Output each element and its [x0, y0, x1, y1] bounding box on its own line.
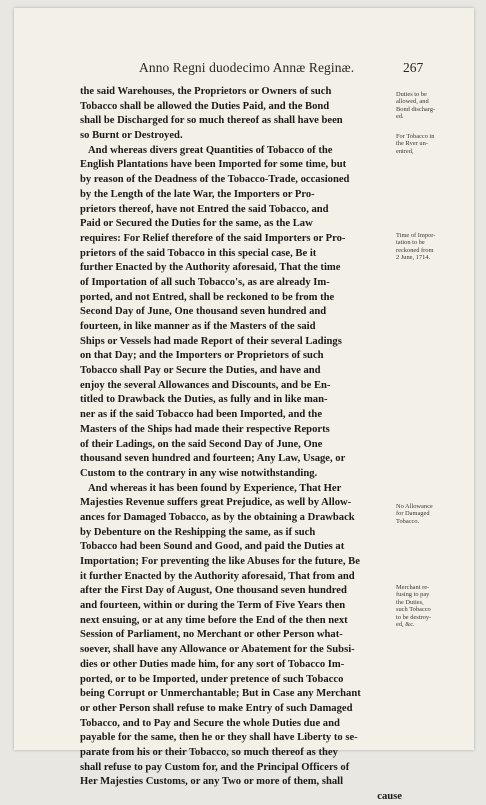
- text-line: soever, shall have any Allowance or Abatement for the Subsi-: [80, 644, 355, 656]
- text-line: it further Enacted by the Authority aforesaid, That from and: [80, 570, 355, 582]
- text-line: being Corrupt or Unmerchantable; But in Case any Merchant: [80, 688, 361, 700]
- text-line: and fourteen, within or during the Term of Five Years then: [80, 600, 346, 612]
- text-line: English Plantations have been Imported for some time, but: [80, 159, 347, 171]
- text-line: ner as if the said Tobacco had been Imported, and the: [80, 409, 323, 421]
- text-line: And whereas divers great Quantities of Tobacco of the: [88, 144, 333, 156]
- document-page: [14, 8, 474, 802]
- text-line: on that Day; and the Importers or Proprietors of such: [80, 350, 324, 362]
- marginal-line: ed.: [396, 113, 404, 121]
- marginal-line: Duties to be: [396, 91, 427, 98]
- text-line: titled to Drawback the Duties, as fully and in like man-: [80, 394, 328, 406]
- marginal-line: to be destroy-: [396, 613, 432, 621]
- text-line: Masters of the Ships had made their respective Reports: [80, 423, 330, 435]
- text-line: ances for Damaged Tobacco, as by the obtaining a Drawback: [80, 511, 355, 523]
- text-line: prietors of the said Tobacco in this special case, Be it: [80, 247, 317, 259]
- text-line: prietors thereof, have not Entred the said Tobacco, and: [80, 203, 329, 215]
- text-line: Tobacco, and to Pay and Secure the whole Duties due and: [80, 717, 340, 729]
- text-line: Session of Parliament, no Merchant or other Person what-: [80, 629, 343, 641]
- text-line: Tobacco shall Pay or Secure the Duties, and have and: [80, 365, 321, 377]
- marginal-line: fusing to pay: [396, 591, 430, 599]
- page-number: 267: [403, 60, 424, 75]
- running-title: Anno Regni duodecimo Annæ Reginæ.: [139, 60, 355, 75]
- text-line: by the Length of the late War, the Importers or Pro-: [80, 188, 315, 200]
- text-line: ported, and not Entred, shall be reckoned to be from the: [80, 291, 335, 303]
- marginal-line: entred,: [396, 147, 414, 155]
- marginal-line: tation to be: [396, 239, 425, 247]
- text-line: And whereas it has been found by Experience, That Her: [88, 482, 342, 494]
- text-line: Her Majesties Customs, or any Two or more of them, shall: [80, 776, 344, 788]
- marginal-note: [396, 584, 464, 628]
- marginal-line: For Tobacco in: [396, 133, 435, 140]
- text-line: requires: For Relief therefore of the said Importers or Pro-: [80, 232, 346, 244]
- text-line: thousand seven hundred and fourteen; Any Law, Usage, or: [80, 453, 346, 465]
- marginal-line: reckoned from: [396, 246, 434, 254]
- text-line: Paid or Secured the Duties for the same, as the Law: [80, 218, 313, 230]
- marginal-line: Bond discharg-: [396, 105, 436, 113]
- text-line: parate from his or their Tobacco, so much thereof as they: [80, 746, 338, 758]
- body-text: [80, 85, 402, 805]
- text-line: shall refuse to pay Custom for, and the Principal Officers of: [80, 761, 350, 773]
- text-line: of Importation of all such Tobacco's, as are already Im-: [80, 276, 330, 288]
- text-line: Custom to the contrary in any wise notwithstanding.: [80, 467, 318, 479]
- text-line: of their Ladings, on the said Second Day of June, One: [80, 438, 323, 450]
- marginal-line: the Rver un-: [396, 140, 428, 148]
- text-line: so Burnt or Destroyed.: [80, 130, 183, 142]
- text-line: fourteen, in like manner as if the Masters of the said: [80, 321, 316, 332]
- text-line: Second Day of June, One thousand seven hundred and: [80, 306, 327, 318]
- text-line: Importation; For preventing the like Abuses for the future, Be: [80, 556, 360, 567]
- marginal-line: 2 June, 1714.: [396, 254, 431, 262]
- marginal-line: the Duties,: [396, 598, 424, 606]
- marginal-line: No Allowance: [396, 503, 433, 510]
- text-line: enjoy the several Allowances and Discounts, and be En-: [80, 379, 331, 391]
- text-line: Tobacco had been Sound and Good, and paid the Duties at: [80, 541, 345, 553]
- text-line: Ships or Vessels had made Report of their several Ladings: [80, 335, 342, 347]
- text-line: the said Warehouses, the Proprietors or Owners of such: [80, 86, 332, 97]
- text-line: next ensuing, or at any time before the End of the then next: [80, 614, 348, 626]
- text-line: cause: [377, 791, 402, 802]
- text-line: ported, or to be Imported, under pretence of such Tobacco: [80, 673, 344, 685]
- marginal-line: for Damaged: [396, 510, 430, 518]
- marginal-note: [396, 503, 464, 525]
- text-line: further Enacted by the Authority aforesaid, That the time: [80, 262, 341, 274]
- marginal-line: Tobacco.: [396, 517, 420, 525]
- marginal-line: allowed, and: [396, 98, 429, 106]
- text-line: shall be Discharged for so much thereof as shall have been: [80, 115, 343, 127]
- marginal-note: [396, 232, 464, 262]
- text-line: Majesties Revenue suffers great Prejudice, as well by Allow-: [80, 497, 352, 509]
- text-line: by reason of the Deadness of the Tobacco-Trade, occasioned: [80, 174, 350, 186]
- marginal-note: [396, 133, 464, 155]
- text-line: payable for the same, then he or they shall have Liberty to se-: [80, 732, 358, 744]
- text-line: dies or other Duties made him, for any sort of Tobacco Im-: [80, 658, 345, 670]
- marginal-note: [396, 91, 464, 121]
- marginal-line: ed, &c.: [396, 621, 415, 629]
- text-line: after the First Day of August, One thousand seven hundred: [80, 585, 347, 597]
- text-line: Tobacco shall be allowed the Duties Paid, and the Bond: [80, 100, 330, 112]
- marginal-line: Merchant re-: [396, 584, 430, 591]
- text-line: by Debenture on the Reshipping the same, as if such: [80, 526, 316, 538]
- text-line: or other Person shall refuse to make Entry of such Damaged: [80, 702, 353, 714]
- marginal-line: Time of Impor-: [396, 232, 436, 239]
- marginal-line: such Tobacco: [396, 606, 431, 614]
